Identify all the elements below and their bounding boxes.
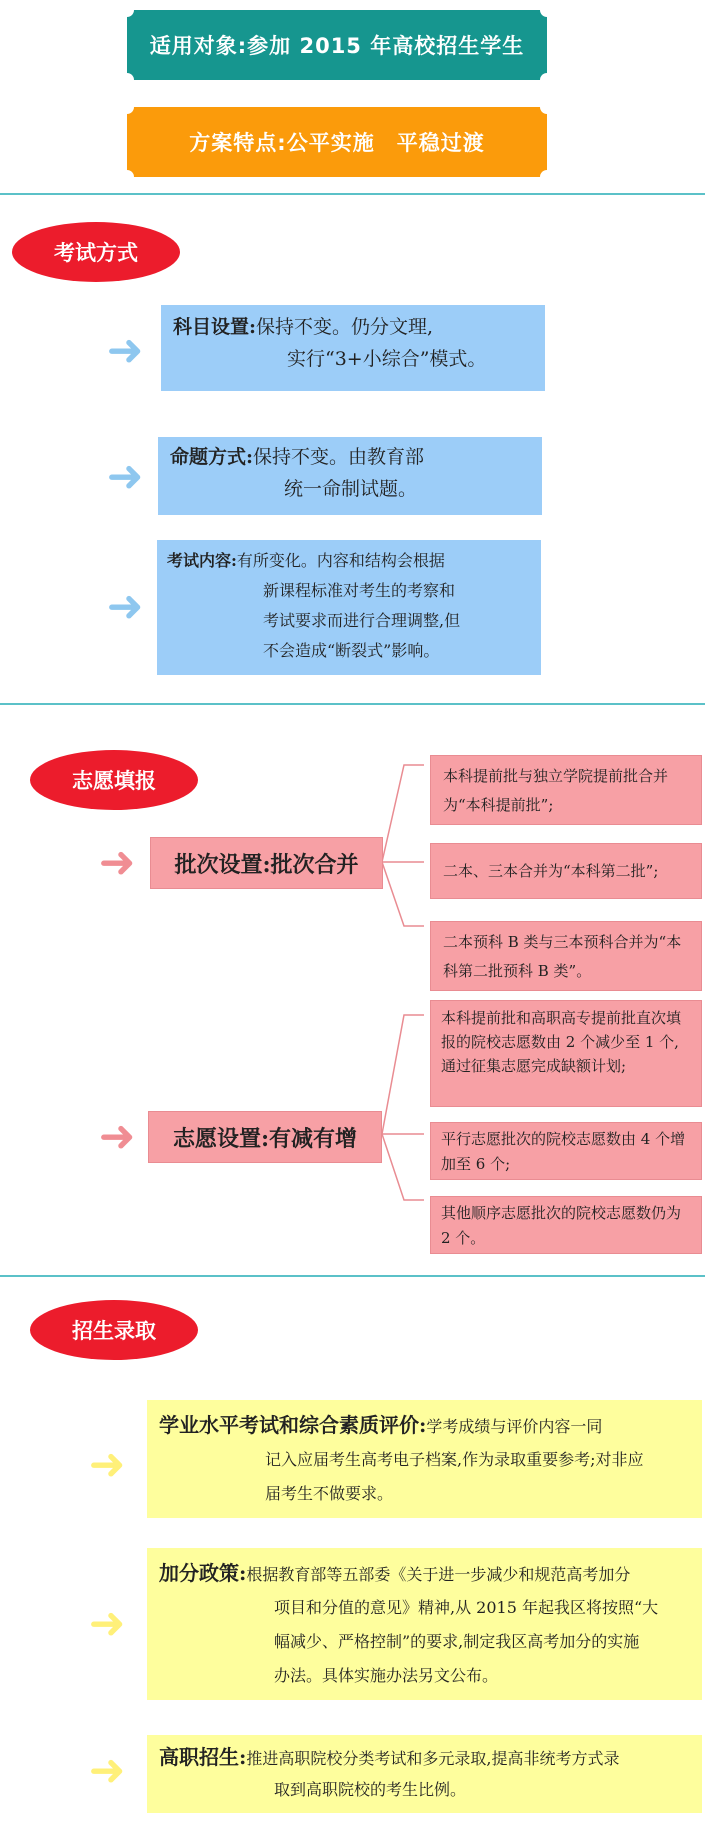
proposition-box: [158, 437, 542, 515]
divider-exam: [0, 703, 705, 705]
arrow-right-icon: ➜: [106, 451, 144, 502]
bonus-line1: 根据教育部等五部委《关于进一步减少和规范高考加分: [246, 1565, 631, 1584]
vocational-label: 高职招生:: [159, 1745, 247, 1769]
bonus-box: [147, 1548, 702, 1700]
feature-text: 方案特点:公平实施 平稳过渡: [189, 131, 485, 155]
subjects-line2: 实行“3+小综合”模式。: [287, 348, 487, 370]
divider-volunteer: [0, 1275, 705, 1277]
vocational-line2: 取到高职院校的考生比例。: [274, 1780, 467, 1799]
choice-setting-title: 志愿设置:有减有增: [172, 1125, 358, 1152]
content-line1: 有所变化。内容和结构会根据: [236, 551, 445, 570]
content-box: [157, 540, 541, 675]
target-text: 适用对象:参加 2015 年高校招生学生: [149, 34, 525, 58]
arrow-right-icon: ➜: [98, 1111, 136, 1162]
arrow-right-icon: ➜: [106, 325, 144, 376]
feature-banner: [127, 107, 547, 177]
academic-line3: 届考生不做要求。: [265, 1484, 394, 1503]
academic-label: 学业水平考试和综合素质评价:: [159, 1413, 427, 1437]
bonus-line3: 幅减少、严格控制”的要求,制定我区高考加分的实施: [274, 1632, 640, 1651]
academic-box: [147, 1400, 702, 1518]
choice-item-3: 其他顺序志愿批次的院校志愿数仍为 2 个。: [430, 1196, 702, 1254]
content-line3: 考试要求而进行合理调整,但: [263, 611, 461, 630]
batch-item-3: 二本预科 B 类与三本预科合并为“本科第二批预科 B 类”。: [430, 921, 702, 991]
proposition-label: 命题方式:: [170, 446, 254, 468]
arrow-right-icon: ➜: [98, 837, 136, 888]
content-line4: 不会造成“断裂式”影响。: [263, 641, 440, 660]
bonus-label: 加分政策:: [159, 1561, 247, 1585]
arrow-right-icon: ➜: [88, 1439, 126, 1490]
vocational-line1: 推进高职院校分类考试和多元录取,提高非统考方式录: [246, 1749, 620, 1768]
arrow-right-icon: ➜: [88, 1745, 126, 1796]
divider-top: [0, 193, 705, 195]
batch-setting-box: [150, 837, 383, 889]
vocational-box: [147, 1735, 702, 1813]
academic-line2: 记入应届考生高考电子档案,作为录取重要参考;对非应: [265, 1450, 644, 1469]
choice-item-2: 平行志愿批次的院校志愿数由 4 个增加至 6 个;: [430, 1122, 702, 1180]
section-volunteer-heading: 志愿填报: [30, 750, 198, 810]
batch-item-1: 本科提前批与独立学院提前批合并为“本科提前批”;: [430, 755, 702, 825]
bonus-line4: 办法。具体实施办法另文公布。: [274, 1666, 499, 1685]
content-label: 考试内容:: [167, 551, 237, 570]
content-line2: 新课程标准对考生的考察和: [263, 581, 456, 600]
academic-line1: 学考成绩与评价内容一同: [426, 1417, 603, 1436]
bonus-line2: 项目和分值的意见》精神,从 2015 年起我区将按照“大: [274, 1598, 659, 1617]
proposition-line2: 统一命制试题。: [284, 478, 418, 500]
connector-lines: [380, 750, 430, 1260]
batch-item-2: 二本、三本合并为“本科第二批”;: [430, 843, 702, 899]
choice-setting-box: [148, 1111, 382, 1163]
target-banner: [127, 10, 547, 80]
section-admission-heading: 招生录取: [30, 1300, 198, 1360]
arrow-right-icon: ➜: [88, 1598, 126, 1649]
arrow-right-icon: ➜: [106, 581, 144, 632]
subjects-box: [161, 305, 545, 391]
proposition-line1: 保持不变。由教育部: [253, 446, 425, 468]
subjects-label: 科目设置:: [173, 316, 257, 338]
batch-setting-title: 批次设置:批次合并: [174, 851, 359, 878]
choice-item-1: 本科提前批和高职高专提前批直次填报的院校志愿数由 2 个减少至 1 个,通过征集志愿完成缺额计划;: [430, 1000, 702, 1107]
section-exam-heading: 考试方式: [12, 222, 180, 282]
subjects-line1: 保持不变。仍分文理,: [256, 316, 434, 338]
